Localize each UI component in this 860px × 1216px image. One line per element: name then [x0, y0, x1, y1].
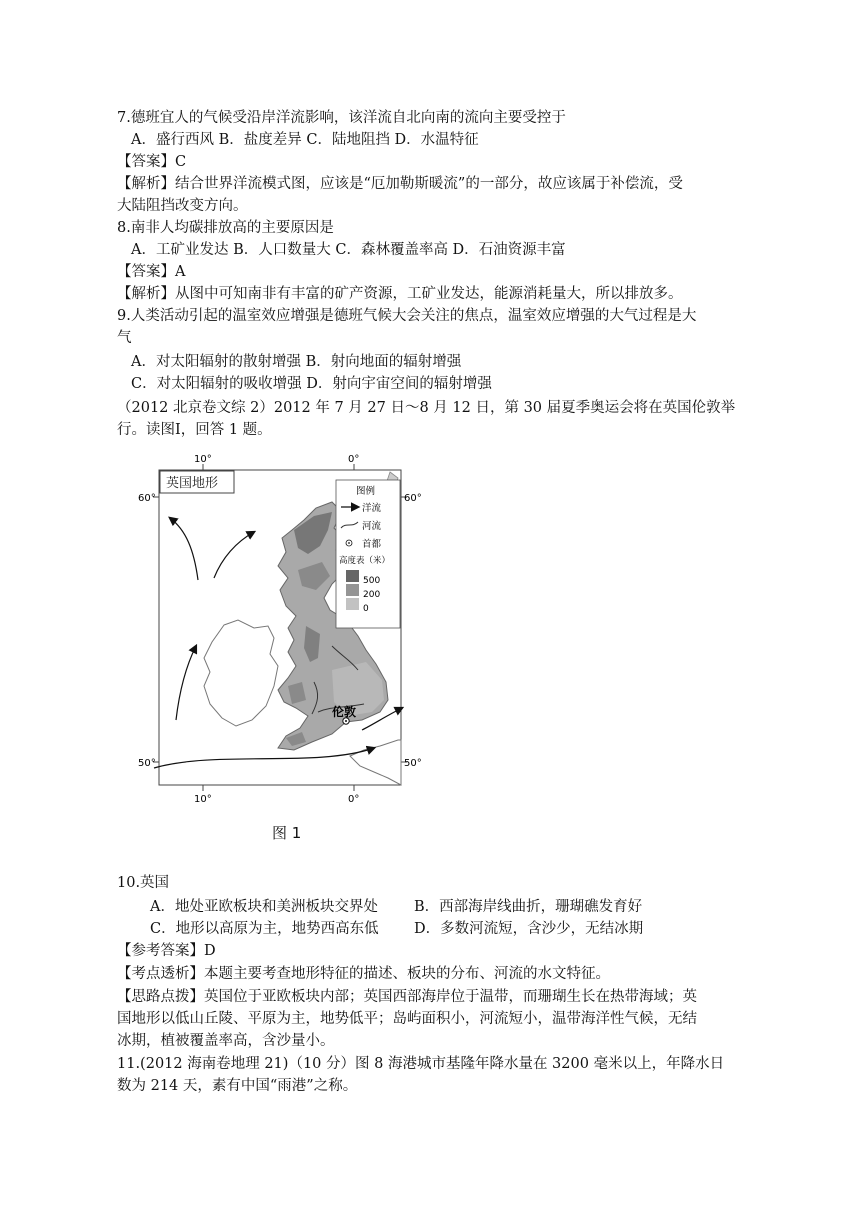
legend-capital-label: 首都: [362, 539, 382, 550]
lon-label-top-left: 10°: [194, 454, 212, 465]
lat-label-50-left: 50°: [138, 758, 156, 769]
uk-terrain-map: [136, 450, 436, 810]
question-9-options-ab: A．对太阳辐射的散射增强 B．射向地面的辐射增强: [131, 354, 462, 370]
hint-10-line-1: 【思路点拨】英国位于亚欧板块内部；英国西部海岸位于温带，而珊瑚生长在热带海域；英: [117, 989, 697, 1005]
question-11-line-1: 11.(2012 海南卷地理 21)（10 分）图 8 海港城市基隆年降水量在 3200 毫米以上，年降水日: [117, 1056, 725, 1072]
legend-current-label: 洋流: [362, 503, 382, 514]
question-7-options: A．盛行西风 B．盐度差异 C．陆地阻挡 D．水温特征: [131, 132, 479, 148]
lon-label-bottom-right: 0°: [348, 794, 360, 805]
question-10: 10.英国: [117, 875, 170, 891]
map-legend: [336, 480, 400, 628]
hint-10-line-2: 国地形以低山丘陵、平原为主，地势低平；岛屿面积小，河流短小，温带海洋性气候，无结: [117, 1011, 697, 1027]
question-8: 8.南非人均碳排放高的主要原因是: [117, 220, 334, 236]
figure-caption: 图 1: [272, 824, 302, 842]
answer-7: 【答案】C: [117, 154, 187, 170]
map-title: 英国地形: [166, 476, 219, 491]
legend-elev-200: 200: [363, 590, 381, 600]
question-8-options: A．工矿业发达 B．人口数量大 C．森林覆盖率高 D．石油资源丰富: [131, 242, 566, 258]
lat-label-50-right: 50°: [404, 758, 422, 769]
question-10-option-d: D．多数河流短，含沙少，无结冰期: [414, 921, 644, 937]
lon-label-top-right: 0°: [348, 454, 360, 465]
context-2012-beijing-line-2: 行。读图Ⅰ，回答 1 题。: [117, 422, 272, 438]
analysis-10: 【考点透析】本题主要考查地形特征的描述、板块的分布、河流的水文特征。: [117, 966, 610, 982]
lon-label-bottom-left: 10°: [194, 794, 212, 805]
answer-10: 【参考答案】D: [117, 943, 216, 959]
city-label-london: 伦敦: [332, 705, 357, 719]
question-7: 7.德班宜人的气候受沿岸洋流影响，该洋流自北向南的流向主要受控于: [117, 110, 566, 126]
context-2012-beijing-line-1: （2012 北京卷文综 2）2012 年 7 月 27 日～8 月 12 日，第 30 届夏季奥运会将在英国伦敦举: [117, 400, 736, 416]
analysis-7-line-1: 【解析】结合世界洋流模式图，应该是“厄加勒斯暖流”的一部分，故应该属于补偿流，受: [117, 176, 683, 192]
question-9-line-2: 气: [117, 330, 132, 346]
hint-10-line-3: 冰期，植被覆盖率高，含沙量小。: [117, 1033, 335, 1049]
question-10-option-b: B．西部海岸线曲折，珊瑚礁发育好: [414, 899, 643, 915]
legend-elev-500: 500: [363, 576, 381, 586]
question-10-option-a: A．地处亚欧板块和美洲板块交界处: [150, 899, 378, 915]
answer-8: 【答案】A: [117, 264, 186, 280]
question-9-options-cd: C．对太阳辐射的吸收增强 D．射向宇宙空间的辐射增强: [131, 376, 492, 392]
analysis-7-line-2: 大陆阻挡改变方向。: [117, 198, 248, 214]
legend-title: 图例: [356, 486, 376, 497]
legend-elevation-title: 高度表（米）: [339, 556, 391, 566]
lat-label-60-left: 60°: [138, 493, 156, 504]
analysis-8: 【解析】从图中可知南非有丰富的矿产资源，工矿业发达，能源消耗量大，所以排放多。: [117, 286, 683, 302]
question-10-option-c: C．地形以高原为主，地势西高东低: [150, 921, 379, 937]
legend-river-label: 河流: [362, 521, 382, 532]
legend-elev-0: 0: [363, 604, 369, 614]
question-11-line-2: 数为 214 天，素有中国“雨港”之称。: [117, 1078, 358, 1094]
lat-label-60-right: 60°: [404, 493, 422, 504]
question-9-line-1: 9.人类活动引起的温室效应增强是德班气候大会关注的焦点，温室效应增强的大气过程是大: [117, 308, 697, 324]
